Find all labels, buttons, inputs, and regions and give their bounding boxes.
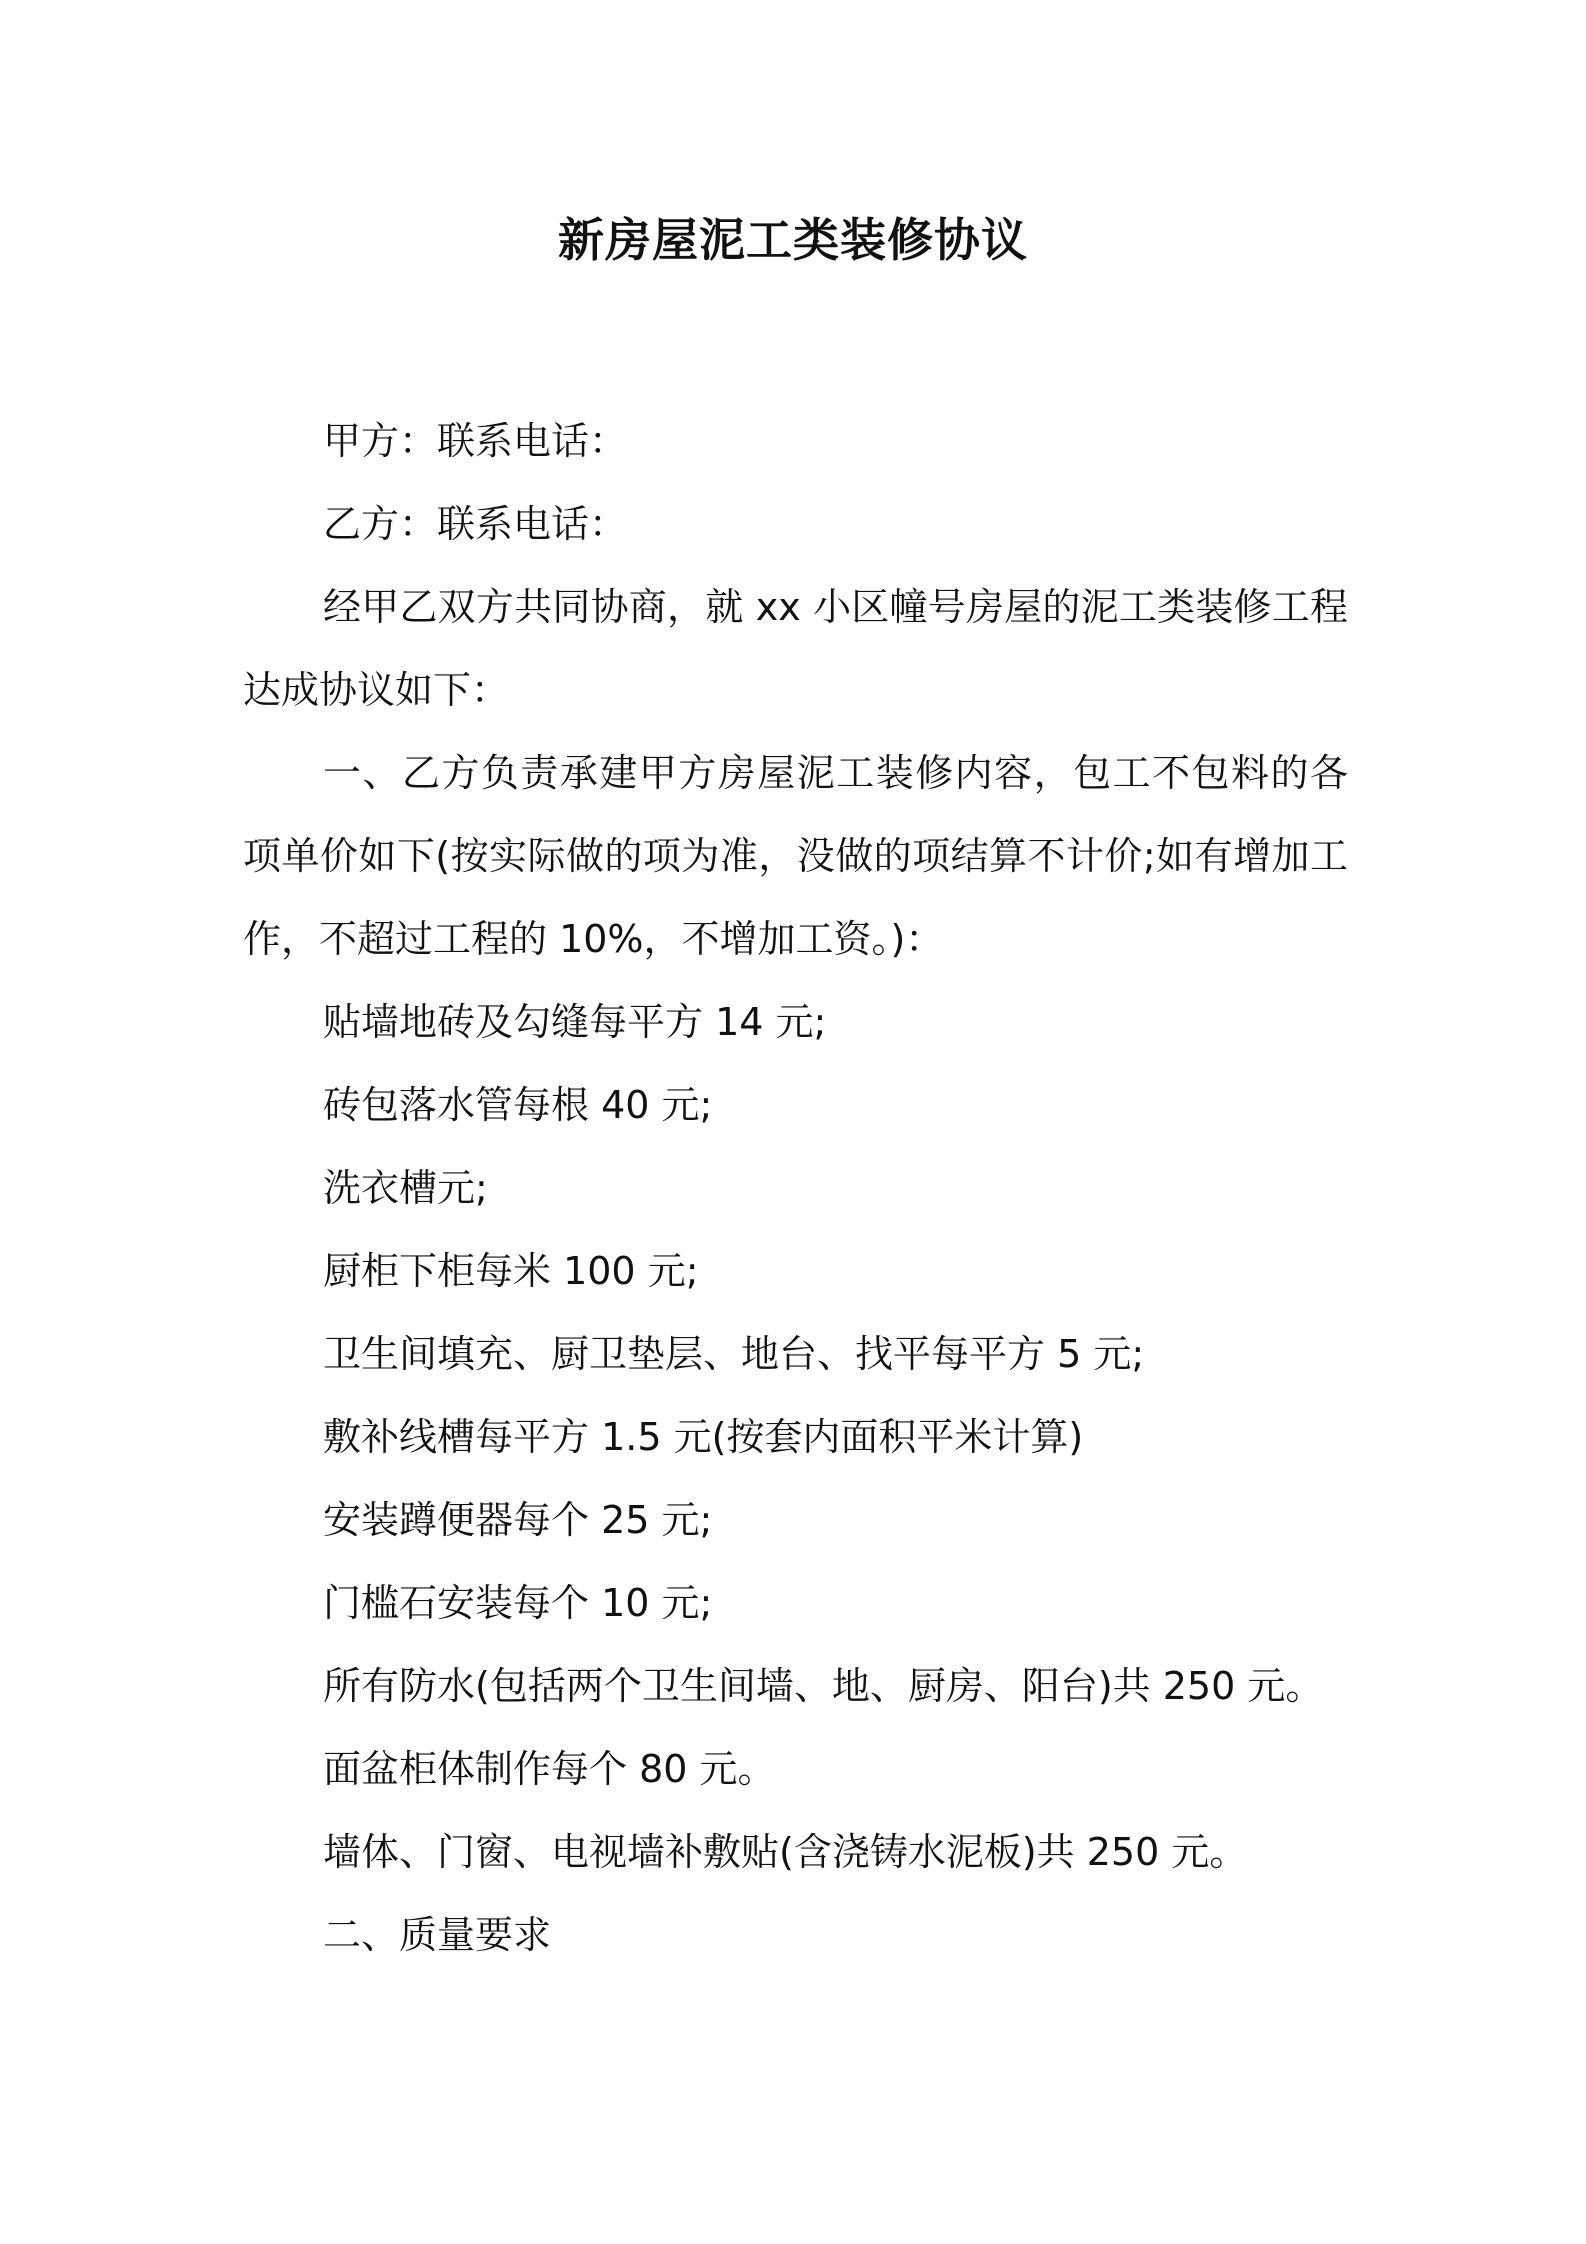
party-b-line: 乙方：联系电话：: [323, 502, 628, 546]
clause-one-paragraph: 一、乙方负责承建甲方房屋泥工装修内容，包工不包料的各项单价如下(按实际做的项为准，没做的项结算不计价;如有增加工作，不超过工程的 10%，不增加工资。)：: [243, 751, 1348, 961]
price-item: 厨柜下柜每米 100 元;: [323, 1249, 699, 1293]
document-body: [243, 400, 1348, 1977]
price-item: 洗衣槽元;: [323, 1166, 488, 1210]
price-item: 门槛石安装每个 10 元;: [323, 1581, 713, 1625]
price-item: 敷补线槽每平方 1.5 元(按套内面积平米计算): [323, 1415, 1084, 1459]
section-heading: 二、质量要求: [323, 1913, 552, 1957]
party-a-line: 甲方：联系电话：: [323, 419, 628, 463]
price-item: 贴墙地砖及勾缝每平方 14 元;: [323, 1000, 827, 1044]
price-item: 卫生间填充、厨卫垫层、地台、找平每平方 5 元;: [323, 1332, 1145, 1376]
price-item: 砖包落水管每根 40 元;: [323, 1083, 713, 1127]
price-item: 面盆柜体制作每个 80 元。: [323, 1747, 776, 1791]
intro-paragraph: 经甲乙双方共同协商，就 xx 小区幢号房屋的泥工类装修工程达成协议如下：: [243, 585, 1348, 712]
price-item: 墙体、门窗、电视墙补敷贴(含浇铸水泥板)共 250 元。: [323, 1830, 1248, 1874]
price-item: 安装蹲便器每个 25 元;: [323, 1498, 713, 1542]
price-item: 所有防水(包括两个卫生间墙、地、厨房、阳台)共 250 元。: [323, 1664, 1324, 1708]
document-title: 新房屋泥工类装修协议: [558, 213, 1028, 267]
